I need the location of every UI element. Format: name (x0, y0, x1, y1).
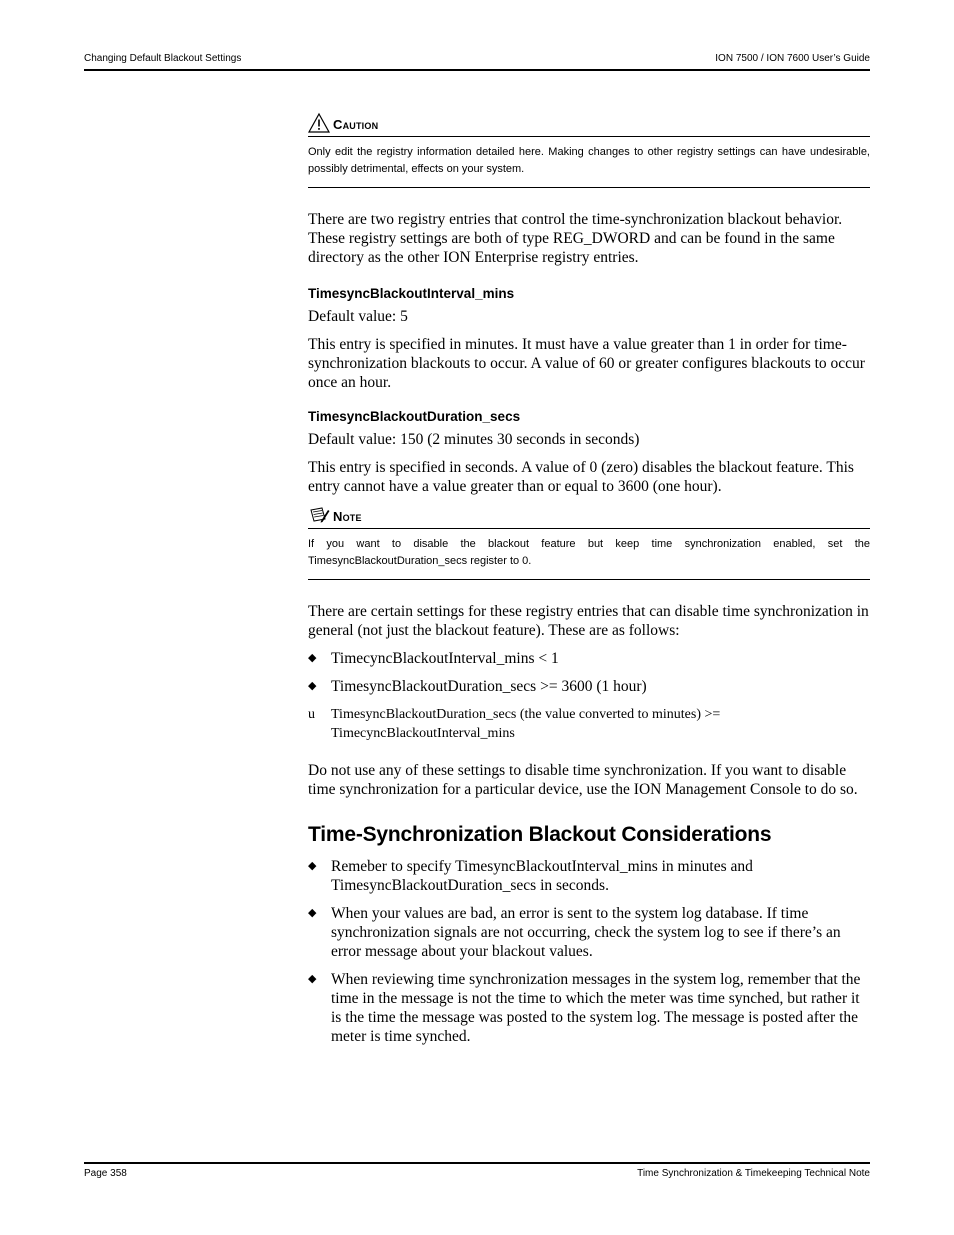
footer-divider (84, 1162, 870, 1164)
warning-paragraph: Do not use any of these settings to disable time synchronization. If you want to disable time synchronization for a particular device, use the ION Management Console to do so. (308, 762, 858, 798)
header-document-title: ION 7500 / ION 7600 User’s Guide (715, 53, 870, 64)
caution-text: Only edit the registry information detailed here. Making changes to other registry settings can have undesirable, possibly detrimental, effects on your system. (308, 146, 870, 175)
footer-document-title: Time Synchronization & Timekeeping Technical Note (637, 1168, 870, 1179)
warning-triangle-icon (308, 112, 330, 134)
entry-interval-heading: TimesyncBlackoutInterval_mins (308, 286, 515, 301)
list-item: ◆ Remeber to specify TimesyncBlackoutInterval_mins in minutes and TimesyncBlackoutDuration_secs in seconds. (308, 858, 753, 894)
entry-interval-description: This entry is specified in minutes. It must have a value greater than 1 in order for time-synchronization blackouts to occur. A value of 60 or greater configures blackouts to occur once an hour. (308, 336, 865, 391)
note-pencil-icon (308, 504, 330, 526)
bullet-marker: ◆ (308, 652, 317, 664)
entry-duration-description: This entry is specified in seconds. A value of 0 (zero) disables the blackout feature. This entry cannot have a value greater than or equal to 3600 (one hour). (308, 459, 854, 495)
list-item: ◆ TimesyncBlackoutDuration_secs >= 3600 (1 hour) (308, 678, 647, 695)
main-content (308, 110, 870, 1046)
bullet-marker: ◆ (308, 860, 317, 872)
entry-interval-default: Default value: 5 (308, 308, 408, 325)
settings-list (308, 649, 870, 743)
bullet-marker: ◆ (308, 907, 317, 919)
list-item: ◆ When reviewing time synchronization messages in the system log, remember that the time in the message is not the time to which the meter was time synched, but rather it is the time the message was posted to the system log. The message is posted after the meter is time synched. (308, 971, 861, 1045)
bullet-marker: ◆ (308, 973, 317, 985)
page-number: Page 358 (84, 1168, 127, 1179)
considerations-list (308, 857, 870, 1046)
list-item: ◆ TimecyncBlackoutInterval_mins < 1 (308, 650, 559, 667)
bullet-marker: ◆ (308, 680, 317, 692)
intro-paragraph: There are two registry entries that control the time-synchronization blackout behavior. These registry settings are both of type REG_DWORD and can be found in the same directory as the other ION Enterprise registry entries. (308, 211, 843, 266)
settings-intro-paragraph: There are certain settings for these registry entries that can disable time synchronization in general (not just the blackout feature). These are as follows: (308, 603, 869, 639)
header-section-title: Changing Default Blackout Settings (84, 53, 242, 64)
caution-callout (308, 110, 870, 188)
section-heading: Time-Synchronization Blackout Considerations (308, 823, 772, 846)
list-item: ◆ When your values are bad, an error is sent to the system log database. If time synchronization signals are not occurring, check the system log to see if there’s an error message about your blackout values. (308, 905, 841, 960)
header-divider (84, 69, 870, 71)
caution-title: Caution (333, 117, 379, 132)
note-callout (308, 502, 870, 580)
entry-duration-heading: TimesyncBlackoutDuration_secs (308, 409, 521, 424)
note-text: If you want to disable the blackout feature but keep time synchronization enabled, set the TimesyncBlackoutDuration_secs register to 0. (308, 538, 870, 567)
list-item: u TimesyncBlackoutDuration_secs (the value converted to minutes) >= TimecyncBlackoutInterval_mins (308, 707, 721, 741)
bullet-marker: u (308, 707, 315, 722)
entry-duration-default: Default value: 150 (2 minutes 30 seconds in seconds) (308, 431, 640, 448)
note-title: Note (333, 509, 362, 524)
